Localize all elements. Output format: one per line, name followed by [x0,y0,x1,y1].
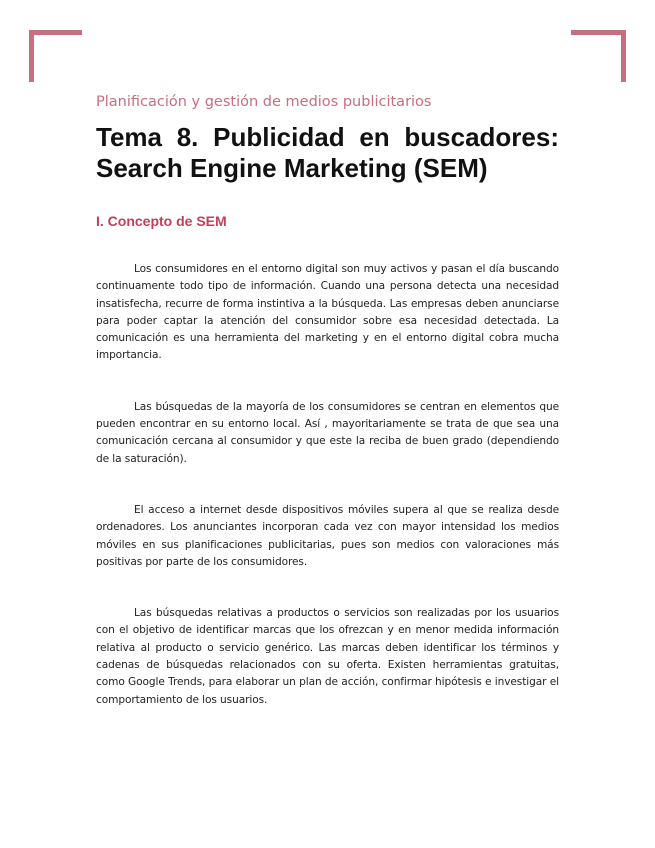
paragraph: Los consumidores en el entorno digital son muy activos y pasan el día buscando continuamente todo tipo de información. Cuando una persona detecta una necesidad insatisfecha, recurre de forma instintiva a la búsqueda. Las empresas deben anunciarse para poder captar la atención del consumidor sobre esa necesidad detectada. La comunicación es una herramienta del marketing y en el entorno digital cobra mucha importancia. [96,263,559,362]
paragraph: Las búsquedas de la mayoría de los consumidores se centran en elementos que pueden encontrar en su entorno local. Así , mayoritariamente se trata de que sea una comunicación cercana al consumidor y que este la reciba de buen grado (dependiendo de la saturación). [96,400,559,465]
page-title: Tema 8. Publicidad en buscadores: Search Engine Marketing (SEM) [96,122,559,183]
corner-bracket-top-left [29,30,82,82]
section-heading: I. Concepto de SEM [96,213,227,229]
course-subject: Planificación y gestión de medios publicitarios [96,94,432,110]
paragraph: El acceso a internet desde dispositivos móviles supera al que se realiza desde ordenadores. Los anunciantes incorporan cada vez con mayor intensidad los medios móviles en sus planificaciones publicitarias, pues son medios con valoraciones más positivas por parte de los consumidores. [96,503,559,568]
corner-bracket-top-right [571,30,626,82]
paragraph: Las búsquedas relativas a productos o servicios son realizadas por los usuarios con el objetivo de identificar marcas que los ofrezcan y en menor medida información relativa al producto o servicio genérico. Las marcas deben identificar los términos y cadenas de búsquedas relacionados con su oferta. Existen herramientas gratuitas, como Google Trends, para elaborar un plan de acción, confirmar hipótesis e investigar el comportamiento de los usuarios. [96,607,559,706]
document-body [96,92,559,709]
